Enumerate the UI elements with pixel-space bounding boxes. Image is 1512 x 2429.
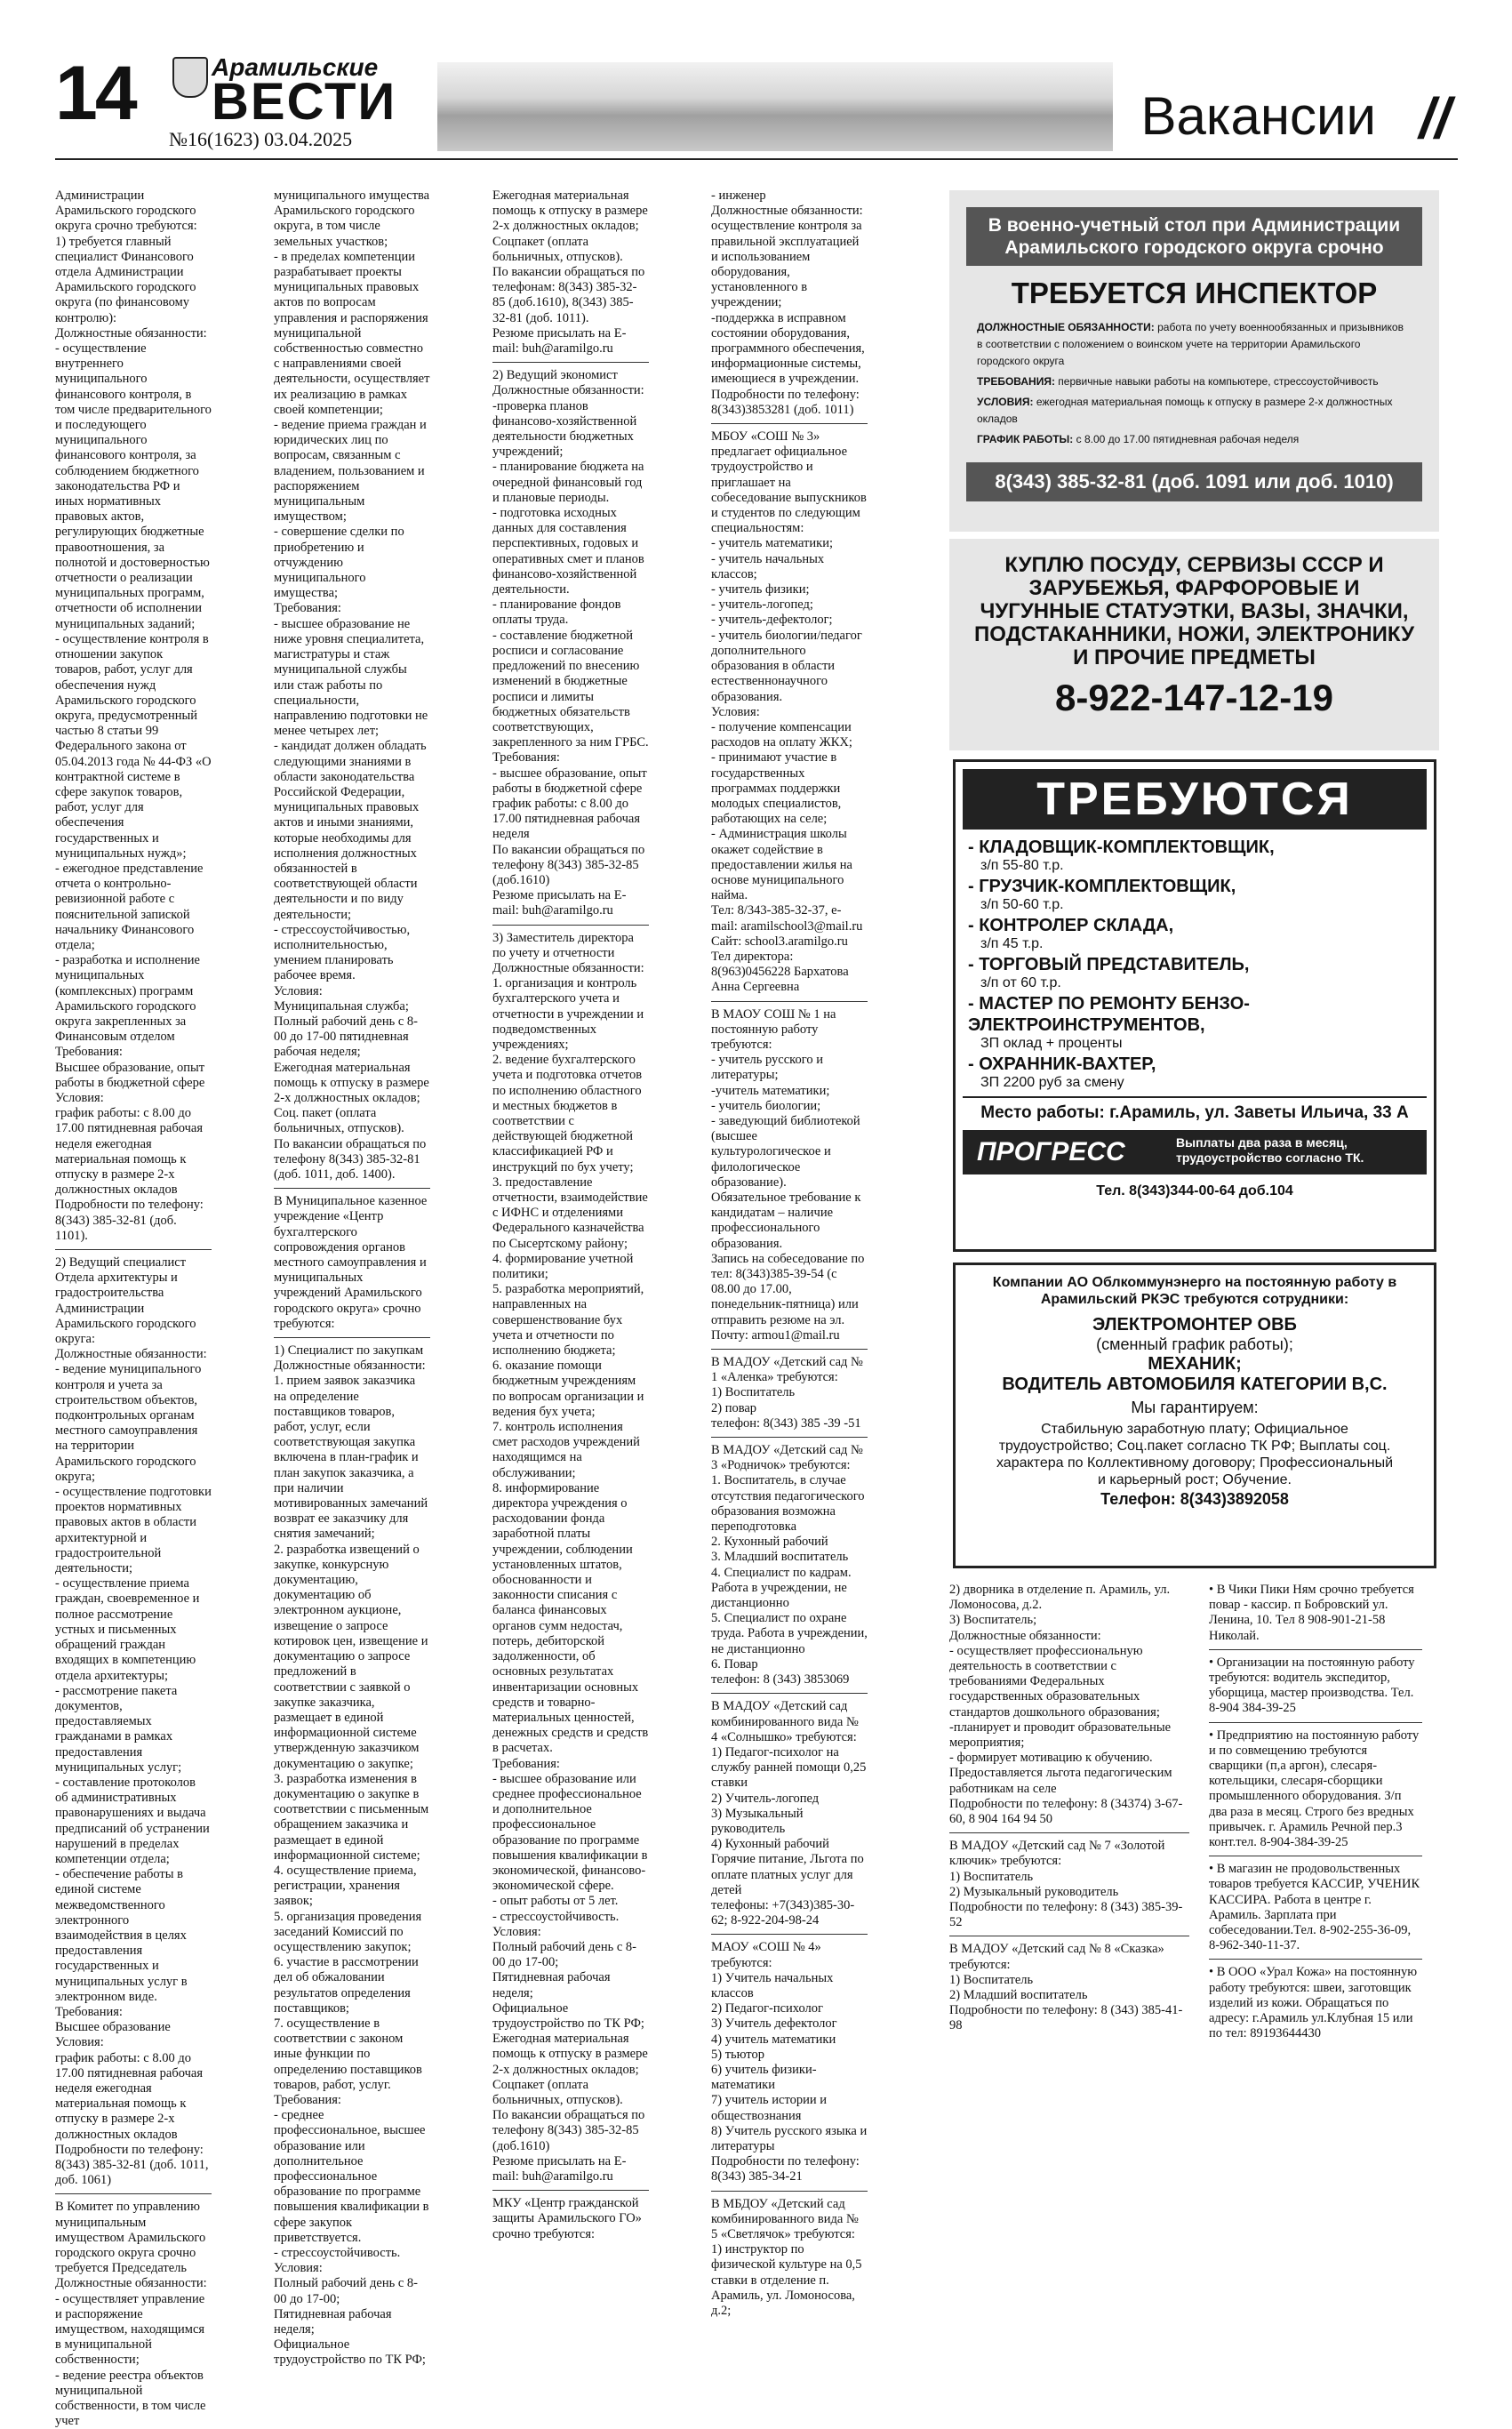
vacancy-article: МБОУ «СОШ № 3» предлагает официальное трудоустройство и приглашает на собеседование выпускников и студентов по следующим специальностям: - учитель математики; - учитель начальных классов; - учитель физики; - учитель-логопед; - учитель-дефектолог; - учитель биологии/педагог дополнительного образования в области естественнонаучного образования. Условия: - получение компенсации расходов на оплату ЖКХ; - принимают участие в государственных программах поддержки молодых специалистов, работающих на селе; - Администрация школы окажет содействие в предоставлении жилья на основе муниципального найма. Тел: 8/343-385-32-37, e-mail: aramilschool3@mail.ru Сайт: school3.aramilgo.ru Тел директора: 8(963)0456228 Бархатова Анна Сергеевна [711,429,867,995]
article-divider [1209,1649,1422,1650]
job-title: - МАСТЕР ПО РЕМОНТУ БЕНЗО-ЭЛЕКТРОИНСТРУМЕНТОВ, [968,994,1250,1035]
article-divider [711,1349,868,1350]
ad-progress-banner [963,1130,1427,1174]
job-salary: ЗП 2200 руб за смену [980,1075,1124,1090]
vacancy-article: МКУ «Центр гражданской защиты Арамильского ГО» срочно требуются: [492,2196,645,2241]
ad-military-heading: ТРЕБУЕТСЯ ИНСПЕКТОР [1011,277,1378,309]
section-title: Вакансии [1140,86,1376,146]
job-salary: з/п 50-60 т.р. [980,897,1064,912]
vacancy-article: 2) Ведущий экономист Должностные обязанности: -проверка планов финансово-хозяйственной деятельности бюджетных учреждений; - планирование бюджета на очередной финансовый год и плановые периоды. - подготовка исходных данных для составления перспективных, годовых и оперативных смет и планов финансово-хозяйственной деятельности. - планирование фондов оплаты труда. - составление бюджетной росписи и согласование предложений по внесению изменений в бюджетные росписи и лимиты бюджетных обязательств соответствующих, закрепленного за ним ГРБС. Требования: - высшее образование, опыт работы в бюджетной сфере график работы: с 8.00 до 17.00 пятидневная рабочая неделя По вакансии обращаться по телефону 8(343) 385-32-85 (доб.1610) Резюме присылать на E-mail: buh@aramilgo.ru [492,368,649,918]
header-photo [437,62,1113,151]
job-salary: ЗП оклад + проценты [980,1036,1123,1051]
job-title: - ГРУЗЧИК-КОМПЛЕКТОВЩИК, [968,877,1236,896]
article-divider [1209,1722,1422,1723]
ad-progress-place: Место работы: г.Арамиль, ул. Заветы Ильича, 33 А [963,1096,1427,1123]
job-salary: з/п 55-80 т.р. [980,858,1064,873]
ad-progress-phone: Тел. 8(343)344-00-64 доб.104 [1096,1183,1293,1198]
article-divider [492,925,649,926]
job-salary: з/п 45 т.р. [980,936,1044,951]
vacancy-article: Ежегодная материальная помощь к отпуску в размере 2-х должностных окладов; Соцпакет (оплата больничных, отпусков). По вакансии обращаться по телефонам: 8(343) 385-32-85 (доб.1610), 8(343) 385-32-81 (доб. 1011). Резюме присылать на E-mail: buh@aramilgo.ru [492,188,648,357]
column-5 [949,1583,1189,2080]
issue-date: №16(1623) 03.04.2025 [169,128,353,150]
vacancy-article: • Предприятию на постоянную работу и по совмещению требуются сварщики (п,а аргон), слесаря-котельщики, слесаря-сборщики промышленного оборудования. З/п два раза в месяц. Строго без вредных привычек. г. Арамиль Речной пер.3 конт.тел. 8-904-384-39-25 [1209,1728,1422,1850]
job-salary: з/п от 60 т.р. [980,975,1061,990]
ad-military-cond-label: УСЛОВИЯ: [977,396,1034,408]
masthead [55,50,1458,160]
ad-military-inspector [949,190,1439,532]
vacancy-article: 3) Заместитель директора по учету и отчетности Должностные обязанности: 1. организация и контроль бухгалтерского учета и отчетности в учреждении и подведомственных учреждениях; 2. ведение бухгалтерского учета и подготовка отчетов по исполнению областного и местных бюджетов в соответствии с действующей бюджетной классификацией РФ и инструкций по бух учету; 3. предоставление отчетности, взаимодействие с ИФНС и отделениями Федерального казначейства по Сысертскому району; 4. формирование учетной политики; 5. разработка мероприятий, направленных на совершенствование бух учета и отчетности по исполнению бюджета; 6. оказание помощи бюджетным учреждениям по вопросам организации и ведения бух учета; 7. контроль исполнения смет расходов учреждений находящимся на обслуживании; 8. информирование директора учреждения о расходовании фонда заработной платы учреждении, соблюдении установленных штатов, обоснованности и законности списания с баланса финансовых органов сумм недостач, потерь, дебиторской задолженности, об основных результатах инвентаризации основных средств и товарно-материальных ценностей, денежных средств и средств в расчетах. Требования: - высшее образование или среднее профессиональное и дополнительное профессиональное образование по программе повышения квалификации в экономической, финансово-экономической сфере. - опыт работы от 5 лет. - стрессоустойчивость. Условия: Полный рабочий день с 8-00 до 17-00; Пятидневная рабочая неделя; Официальное трудоустройство по ТК РФ; Ежегодная материальная помощь к отпуску в размере 2-х должностных окладов; Соцпакет (оплата больничных, отпусков). По вакансии обращаться по телефону 8(343) 385-32-85 (доб.1610) Резюме присылать на E-mail: buh@aramilgo.ru [492,930,649,2184]
ad-military-requirements [977,373,1412,390]
job-title: - ТОРГОВЫЙ ПРЕДСТАВИТЕЛЬ, [968,955,1250,974]
ad-military-cond-text: ежегодная материальная помощь к отпуску в размере 2-х должностных окладов [977,396,1393,425]
ad-rkes-phone: Телефон: 8(343)3892058 [1100,1490,1289,1508]
vacancy-article: - инженер Должностные обязанности: осуществление контроля за правильной эксплуатацией и использованием оборудования, установленного в учреждении; -поддержка в исправном состоянии оборудования, программного обеспечения, информационные системы, имеющиеся в учреждении. Подробности по телефону: 8(343)3853281 (доб. 1011) [711,188,865,417]
column-6 [1209,1583,1422,2080]
ad-military-sched-label: ГРАФИК РАБОТЫ: [977,433,1074,445]
article-divider [711,423,868,424]
ad-military-duties-label: ДОЛЖНОСТНЫЕ ОБЯЗАННОСТИ: [977,321,1155,333]
article-divider [711,1437,868,1438]
vacancy-article: В МАДОУ «Детский сад № 8 «Сказка» требуются: 1) Воспитатель 2) Младший воспитатель Подробности по телефону: 8 (343) 385-41-98 [949,1942,1183,2033]
logo-main: ВЕСТИ [212,73,397,131]
job-title: - КОНТРОЛЕР СКЛАДА, [968,916,1174,935]
article-divider [274,1188,430,1189]
vacancy-article: В Муниципальное казенное учреждение «Центр бухгалтерского сопровождения органов местного самоуправления и муниципальных учреждений Арамильского городского округа» срочно требуются: [274,1194,430,1331]
vacancy-article: В Комитет по управлению муниципальным имуществом Арамильского городского округа срочно требуется Председатель Должностные обязанности: - осуществляет управление и распоряжение имуществом, находящимся в муниципальной собственности; - ведение реестра объектов муниципальной собственности, в том числе учет [55,2200,207,2429]
article-divider [711,1693,868,1694]
job-title: - КЛАДОВЩИК-КОМПЛЕКТОВЩИК, [968,838,1275,857]
ad-military-req-text: первичные навыки работы на компьютере, стрессоустойчивость [1054,375,1379,388]
progress-logo: ПРОГРЕСС [977,1137,1125,1166]
section-mark: // [1419,86,1451,150]
ad-military-req-label: ТРЕБОВАНИЯ: [977,375,1055,388]
article-divider [1209,1959,1422,1960]
ad-progress-heading: ТРЕБУЮТСЯ [963,769,1427,830]
ad-rkes-job1: ЭЛЕКТРОМОНТЕР ОВБ [1092,1315,1297,1335]
ad-military-conditions [977,394,1412,428]
column-1 [55,188,212,2429]
ad-military-duties [977,319,1412,370]
vacancy-article: В МАДОУ «Детский сад № 1 «Аленка» требуются: 1) Воспитатель 2) повар телефон: 8(343) 385 -39 -51 [711,1355,863,1431]
article-divider [274,1337,430,1338]
column-4 [711,188,868,2319]
vacancy-article: В МАДОУ «Детский сад № 3 «Родничок» требуются: 1. Воспитатель, в случае отсутствия педагогического образования возможна переподготовка 2. Кухонный рабочий 3. Младший воспитатель 4. Специалист по кадрам. Работа в учреждении, не дистанционно 5. Специалист по охране труда. Работа в учреждении, не дистанционно 6. Повар телефон: 8 (343) 3853069 [711,1443,868,1687]
article-divider [55,2193,212,2194]
article-divider [55,1249,212,1250]
ad-progress-jobs [953,759,1436,1252]
ad-military-title: В военно-учетный стол при Администрации Арамильского городского округа срочно [966,207,1422,266]
vacancy-article: В МАОУ СОШ № 1 на постоянную работу требуются: - учитель русского и литературы; -учитель математики; - учитель биологии; - заведующий библиотекой (высшее культурологическое и филологическое образование). Обязательное требование к кандидатам – наличие профессионального образования. Запись на собеседование по тел: 8(343)385-39-54 (с 08.00 до 17.00, понедельник-пятница) или отправить резюме на эл. Почту: armou1@mail.ru [711,1006,865,1343]
vacancy-article: муниципального имущества Арамильского городского округа, в том числе земельных участков; - в пределах компетенции разрабатывает проекты муниципальных правовых актов по вопросам управления и распоряжения муниципальной собственностью совместно с направлениями своей деятельности, осуществляет их реализацию в рамках своей компетенции; - ведение приема граждан и юридических лиц по вопросам, связанным с владением, пользованием и распоряжением муниципальным имуществом; - совершение сделки по приобретению и отчуждению муниципального имущества; Требования: - высшее образование не ниже уровня специалитета, магистратуры и стаж муниципальной службы или стаж работы по специальности, направлению подготовки не менее четырех лет; - кандидат должен обладать следующими знаниями в области законодательства Российской Федерации, муниципальных правовых актов и иными знаниями, которые необходимы для исполнения должностных обязанностей в соответствующей области деятельности и по виду деятельности; - стрессоустойчивостью, исполнительностью, умением планировать рабочее время. Условия: Муниципальная служба; Полный рабочий день с 8-00 до 17-00 пятидневная рабочая неделя; Ежегодная материальная помощь к отпуску в размере 2-х должностных окладов; Соц. пакет (оплата больничных, отпусков). По вакансии обращаться по телефону 8(343) 385-32-81 (доб. 1011, доб. 1400). [274,188,430,1182]
vacancy-article: В МБДОУ «Детский сад комбинированного вида № 5 «Светлячок» требуются: 1) инструктор по физической культуре на 0,5 ставки в отделение п. Арамиль, ул. Ломоносова, д.2; [711,2196,862,2319]
vacancy-article: 2) Ведущий специалист Отдела архитектуры и градостроительства Администрации Арамильского городского округа: Должностные обязанности: - ведение муниципального контроля и учета за строительством объектов, подконтрольных органам местного самоуправления на территории Арамильского городского округа; - осуществление подготовки проектов нормативных правовых актов в области архитектурной и градостроительной деятельности; - осуществление приема граждан, своевременное и полное рассмотрение устных и письменных обращений граждан входящих в компетенцию отдела архитектуры; - рассмотрение пакета документов, предоставляемых гражданами в рамках предоставления муниципальных услуг; - составление протоколов об административных правонарушениях и выдача предписаний об устранении нарушений в пределах компетенции отдела; - обеспечение работы в единой системе межведомственного электронного взаимодействия в целях предоставления государственных и муниципальных услуг в электронном виде. Требования: Высшее образование Условия: график работы: с 8.00 до 17.00 пятидневная рабочая неделя ежегодная материальная помощь к отпуску в размере 2-х должностных окладов Подробности по телефону: 8(343) 385-32-81 (доб. 1011, доб. 1061) [55,1255,212,2188]
vacancy-article: • В магазин не продовольственных товаров требуется КАССИР, УЧЕНИК КАССИРА. Работа в центре г. Арамиль. Зарплата при собеседовании.Тел. 8-902-255-36-09, 8-962-340-11-37. [1209,1862,1423,1953]
ad-military-sched-text: с 8.00 до 17.00 пятидневная рабочая неделя [1073,433,1300,445]
column-2 [274,188,430,2368]
ad-rkes-job3: ВОДИТЕЛЬ АВТОМОБИЛЯ КАТЕГОРИИ В,С. [1002,1375,1388,1394]
ad-rkes [953,1263,1436,1568]
job-title: - ОХРАННИК-ВАХТЕР, [968,1054,1156,1074]
ad-buy-text: КУПЛЮ ПОСУДУ, СЕРВИЗЫ СССР И ЗАРУБЕЖЬЯ, ФАРФОРОВЫЕ И ЧУГУННЫЕ СТАТУЭТКИ, ВАЗЫ, ЗНАЧКИ, ПОДСТАКАННИКИ, НОЖИ, ЭЛЕКТРОНИКУ И ПРОЧИЕ ПРЕДМЕТЫ [973,553,1415,669]
ad-military-phone: 8(343) 385-32-81 (доб. 1091 или доб. 1010) [966,462,1422,501]
ad-buy-phone: 8-922-147-12-19 [1055,677,1333,718]
ad-rkes-job1-note: (сменный график работы); [1096,1335,1293,1353]
ad-military-schedule [977,431,1412,448]
article-divider [492,2190,649,2191]
article-divider [711,1934,868,1935]
vacancy-article: • В ООО «Урал Кожа» на постоянную работу требуются: швеи, заготовщик изделий из кожи. Обращаться по адресу: г.Арамиль ул.Клубная 15 или по тел: 89193644430 [1209,1965,1420,2041]
ad-progress-note: Выплаты два раза в месяц, трудоустройство согласно ТК. [1176,1135,1364,1165]
ad-progress-list [956,837,1434,1091]
vacancy-article: В МАДОУ «Детский сад № 7 «Золотой ключик» требуются: 1) Воспитатель 2) Музыкальный руководитель Подробности по телефону: 8 (343) 385-39-52 [949,1839,1183,1930]
article-divider [711,1001,868,1002]
ad-rkes-job2: МЕХАНИК; [1148,1354,1242,1374]
ad-military-details [952,319,1436,448]
ad-rkes-intro: Компании АО Облкоммунэнерго на постоянную работу в Арамильский РКЭС требуются сотрудники: [992,1275,1397,1307]
page-number: 14 [55,51,135,136]
logo-top: Арамильские [212,53,379,81]
vacancy-article: 2) дворника в отделение п. Арамиль, ул. Ломоносова, д.2. 3) Воспитатель; Должностные обязанности: - осуществляет профессиональную деятельность в соответствии с требованиями Федеральных государственных образовательных стандартов дошкольного образования; -планирует и проводит образовательные мероприятия; - формирует мотивацию к обучению. Предоставляется льгота педагогическим работникам на селе Подробности по телефону: 8 (34374) 3-67-60, 8 904 164 94 50 [949,1583,1183,1827]
article-divider [711,2191,868,2192]
vacancy-article: • В Чики Пики Ням срочно требуется повар - кассир. п Бобровский ул. Ленина, 10. Тел 8 908-901-21-58 Николай. [1209,1583,1418,1643]
ad-buy-antiques [949,539,1439,750]
ad-rkes-benefits: Стабильную заработную плату; Официальное трудоустройство; Соц.пакет согласно ТК РФ; Выплаты соц. характера по Коллективному договору; Профессиональный и карьерный рост; Обучение. [996,1422,1394,1487]
vacancy-article: • Организации на постоянную работу требуются: водитель экспедитор, уборщица, мастер производства. Тел. 8-904 384-39-25 [1209,1655,1419,1716]
crest-icon [172,57,208,98]
column-3 [492,188,649,2241]
article-divider [492,362,649,363]
ad-rkes-guarantee: Мы гарантируем: [1131,1399,1259,1416]
ad-military-duties-text: работа по учету военнообязанных и призывников в соответствии с положением о воинском учете на территории Арамильского городского округа [977,321,1404,367]
vacancy-article: 1) Специалист по закупкам Должностные обязанности: 1. прием заявок заказчика на определение поставщиков товаров, работ, услуг, если соответствующая закупка включена в план-график и план закупок заказчика, а при наличии мотивированных замечаний возврат ее заказчику для снятия замечаний; 2. разработка извещений о закупке, конкурсную документацию, документацию об электронном аукционе, извещение о запросе котировок цен, извещение и документацию о запросе предложений в соответствии с заявкой о закупке заказчика, размещает в единой информационной системе утвержденную заказчиком документацию о закупке; 3. разработка изменения в документацию о закупке в соответствии с письменным обращением заказчика и размещает в единой информационной системе; 4. осуществление приема, регистрации, хранения заявок; 5. организация проведения заседаний Комиссий по осуществлению закупок; 6. участие в рассмотрении дел об обжаловании результатов определения поставщиков; 7. осуществление в соответствии с законом иные функции по определению поставщиков товаров, работ, услуг. Требования: - среднее профессиональное, высшее образование или дополнительное профессиональное образование по программе повышения квалификации в сфере закупок приветствуется. - стрессоустойчивость. Условия: Полный рабочий день с 8-00 до 17-00; Пятидневная рабочая неделя; Официальное трудоустройство по ТК РФ; [274,1343,429,2368]
article-divider [949,1832,1189,1833]
vacancy-article: В МАДОУ «Детский сад комбинированного вида № 4 «Солнышко» требуются: 1) Педагог-психолог на службу ранней помощи 0,25 ставки 2) Учитель-логопед 3) Музыкальный руководитель 4) Кухонный рабочий Горячие питание, Льгота по оплате платных услуг для детей телефоны: +7(343)385-30-62; 8-922-204-98-24 [711,1699,867,1928]
vacancy-article: МАОУ «СОШ № 4» требуются: 1) Учитель начальных классов 2) Педагог-психолог 3) Учитель дефектолог 4) учитель математики 5) тьютор 6) учитель физики-математики 7) учитель истории и обществознания 8) Учитель русского языка и литературы Подробности по телефону: 8(343) 385-34-21 [711,1940,868,2184]
vacancy-article: Администрации Арамильского городского округа срочно требуются: 1) требуется главный специалист Финансового отдела Администрации Арамильского городского округа (по финансовому контролю): Должностные обязанности: - осуществление внутреннего муниципального финансового контроля, в том числе предварительного и последующего муниципального финансового контроля, за соблюдением бюджетного законодательства РФ и иных нормативных правовых актов, регулирующих бюджетные правоотношения, за полнотой и достоверностью отчетности о реализации муниципальных программ, отчетности об исполнении муниципальных заданий; - осуществление контроля в отношении закупок товаров, работ, услуг для обеспечения нужд Арамильского городского округа, предусмотренный частью 8 статьи 99 Федерального закона от 05.04.2013 года № 44-ФЗ «О контрактной системе в сфере закупок товаров, работ, услуг для обеспечения государственных и муниципальных нужд»; - ежегодное представление отчета о контрольно-ревизионной работе с пояснительной запиской начальнику Финансового отдела; - разработка и исполнение муниципальных (комплексных) программ Арамильского городского округа закрепленных за Финансовым отделом Требования: Высшее образование, опыт работы в бюджетной сфере Условия: график работы: с 8.00 до 17.00 пятидневная рабочая неделя ежегодная материальная помощь к отпуску в размере 2-х должностных окладов Подробности по телефону: 8(343) 385-32-81 (доб. 1101). [55,188,212,1243]
